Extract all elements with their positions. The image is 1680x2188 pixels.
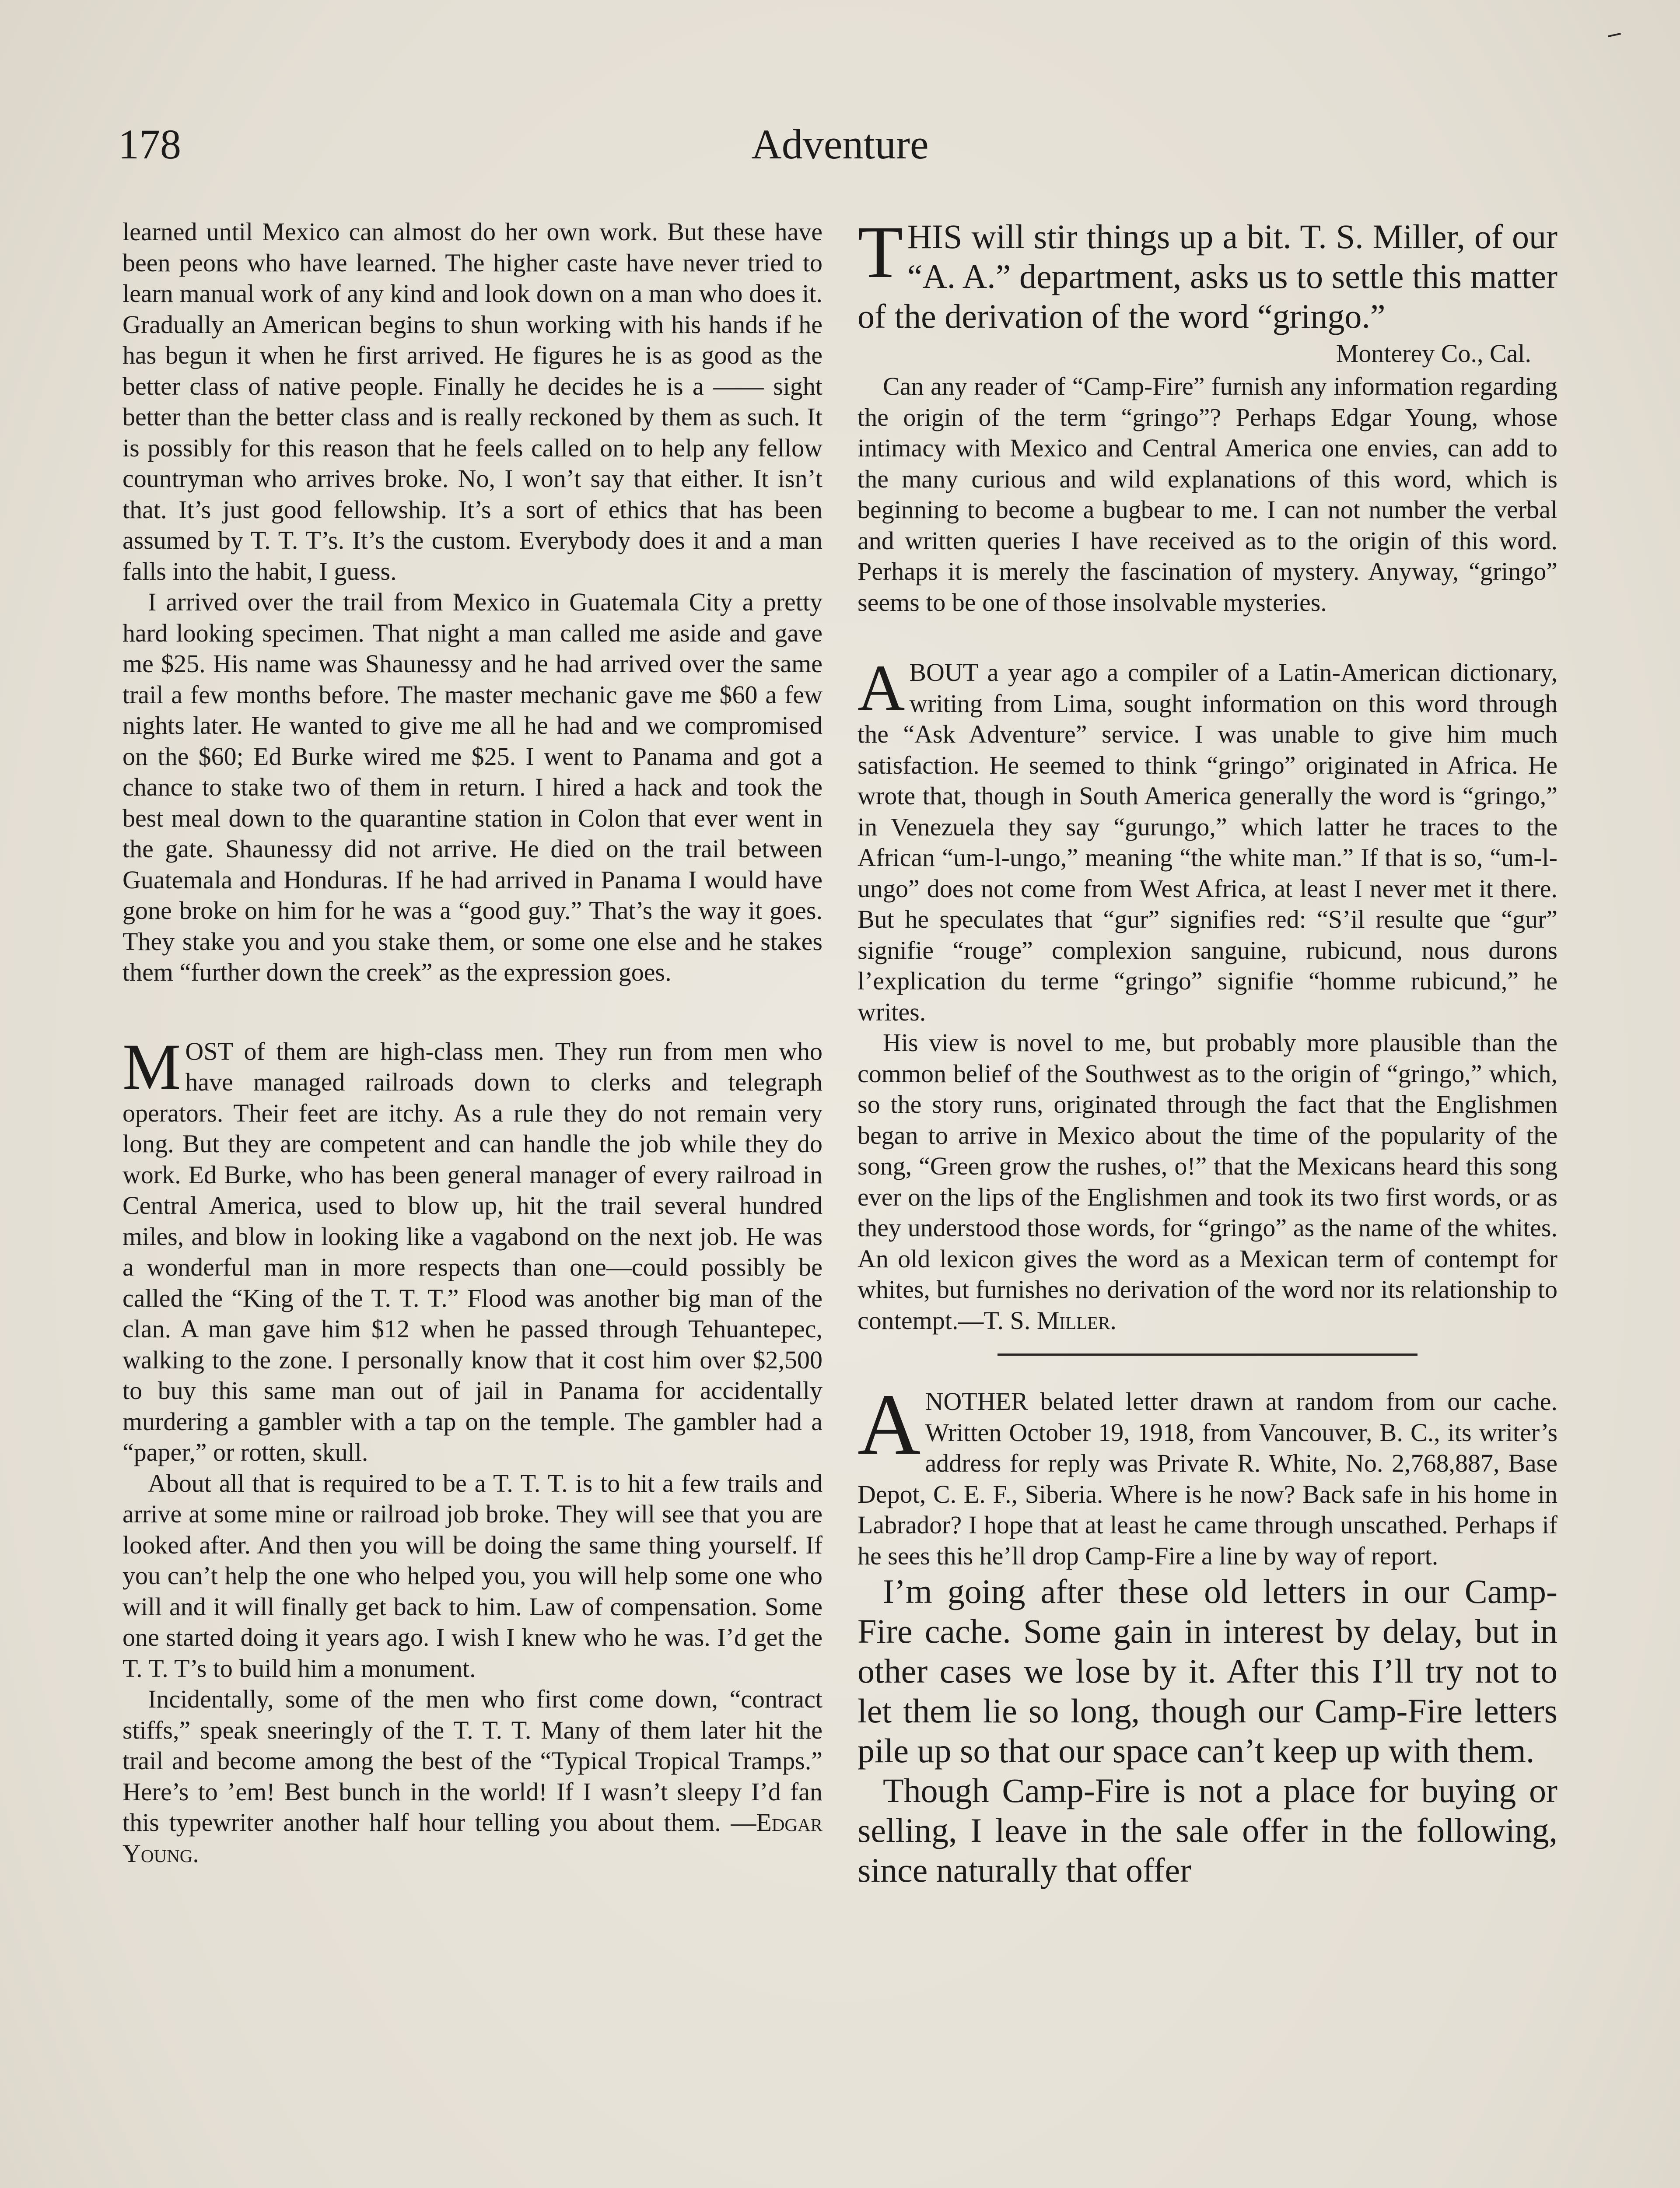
paragraph: I’m going after these old letters in our Camp-Fire cache. Some gain in interest by delay, but in other cases we lose by it. After this I’ll try not to let them lie so long, though our Camp-Fire letters pile up so that our space can’t keep up with them. — [858, 1572, 1558, 1770]
drop-cap: M — [122, 1030, 181, 1103]
drop-cap: A — [858, 652, 905, 724]
paragraph-text: NOTHER belated letter drawn at random from our cache. Written October 19, 1918, from Vancouver, B. C., its writer’s address for reply was Private R. White, No. 2,768,887, Base Depot, C. E. F., Siberia. Where is he now? Back safe in his home in Labrador? I hope that at least he came through unscathed. Perhaps if he sees this he’ll drop Camp-Fire a line by way of report. — [858, 1387, 1558, 1570]
section-divider — [998, 1353, 1418, 1356]
paragraph — [858, 1027, 1558, 1336]
large-type-section — [858, 1376, 1558, 1890]
paragraph: About all that is required to be a T. T. T. is to hit a few trails and arrive at some mine or railroad job broke. They will see that you are looked after. And then you will be doing the same thing yourself. If you can’t help the one who helped you, you will help some one who will and it will finally get back to him. Law of compensation. Some one started doing it years ago. I wish I knew who he was. I’d get the T. T. T’s to build him a monument. — [122, 1469, 822, 1683]
signature: —T. S. Miller. — [958, 1306, 1116, 1335]
paragraph: Can any reader of “Camp-Fire” furnish any information regarding the origin of the term “gringo”? Perhaps Edgar Young, whose intimacy with Mexico and Central America one envies, can add to the many curious and wild explanations of this word, which is beginning to become a bugbear to me. I can not number the verbal and written queries I have received as to the origin of this word. Perhaps it is merely the fascination of mystery. Anyway, “gringo” seems to be one of those insolvable mysteries. — [858, 372, 1558, 617]
dropcap-paragraph — [858, 652, 1558, 1027]
paragraph: I arrived over the trail from Mexico in Guatemala City a pretty hard looking specimen. That night a man called me aside and gave me $25. His name was Shaunessy and he had arrived over the same trail a few months before. The master mechanic gave me $60 a few nights later. He wanted to give me all he had and we compromised on the $60; Ed Burke wired me $25. I went to Panama and got a chance to stake two of them in return. I hired a hack and took the best meal down to the quarantine station in Colon that ever went in the gate. Shaunessy did not arrive. He died on the trail between Guatemala and Honduras. If he had arrived in Panama I would have gone broke on him for he was a “good guy.” That’s the way it goes. They stake you and you stake them, or some one else and he stakes them “further down the creek” as the expression goes. — [122, 588, 822, 986]
dropcap-paragraph — [858, 1376, 1558, 1571]
paragraph-text: His view is novel to me, but probably more plausible than the common belief of the Southwest as to the origin of “gringo,” which, so the story runs, originated through the fact that the Englishmen began to arrive in Mexico about the time of the popularity of the song, “Green grow the rushes, o!” that the Mexicans heard this song ever on the lips of the Englishmen and took its two first words, or as they understood those words, for “gringo” as the name of the whites. An old lexicon gives the word as a Mexican term of contempt for whites, but furnishes no derivation of the word nor its relationship to contempt. — [858, 1028, 1558, 1335]
paragraph-text: Incidentally, some of the men who first come down, “contract stiffs,” speak sneeringly of the T. T. T. Many of them later hit the trail and become among the best of the “Typical Tropical Tramps.” Here’s to ’em! Best bunch in the world! If I wasn’t sleepy I’d fan this typewriter another half hour telling you about them. — [122, 1685, 822, 1837]
running-title: Adventure — [751, 121, 929, 168]
location-line: Monterey Co., Cal. — [1336, 339, 1531, 368]
right-column — [858, 211, 1558, 1890]
signature: —Edgar Young. — [122, 1808, 822, 1868]
paragraph-text: OST of them are high-class men. They run from men who have managed railroads down to clerks and telegraph operators. Their feet are itchy. As a rule they do not remain very long. But they are competent and can handle the job while they do work. Ed Burke, who has been general manager of every railroad in Central America, used to blow up, hit the trail several hundred miles, and blow in looking like a vagabond on the next job. He was a wonderful man in more respects than one—could possibly be called the “King of the T. T. T.” Flood was another big man of the clan. A man gave him $12 when he passed through Tehuantepec, walking to the zone. I personally know that it cost him over $2,500 to buy this same man out of jail in Panama for accidentally murdering a gambler with a tap on the temple. The gambler had a “paper,” or rotten, skull. — [122, 1037, 822, 1466]
drop-cap: A — [858, 1376, 921, 1473]
paragraph: Though Camp-Fire is not a place for buying or selling, I leave in the sale offer in the following, since naturally that offer — [858, 1771, 1558, 1889]
drop-cap: T — [858, 211, 903, 293]
paragraph-text: BOUT a year ago a compiler of a Latin-American dictionary, writing from Lima, sought information on this word through the “Ask Adventure” service. I was unable to give him much satisfaction. He seemed to think “gringo” originated in Africa. He wrote that, though in South America generally the word is “gringo,” in Venezuela they say “gurungo,” which latter he traces to the African “um-l-ungo,” meaning “the white man.” If that is so, “um-l-ungo” does not come from West Africa, at least I never met it there. But he speculates that “gur” signifies red: “S’il resulte que “gur” signifie “rouge” complexion sanguine, rubicund, nous durons l’explication du terme “gringo” signifie “homme rubicund,” he writes. — [858, 658, 1558, 1026]
page-header — [118, 118, 1562, 179]
dropcap-paragraph — [122, 1030, 822, 1468]
left-column — [122, 217, 822, 1869]
page-number: 178 — [118, 121, 181, 168]
paragraph: learned until Mexico can almost do her own work. But these have been peons who have learned. The higher caste have never tried to learn manual work of any kind and look down on a man who does it. Gradually an American begins to shun working with his hands if he has begun it when he first arrived. He figures he is as good as the better class of native people. Finally he decides he is a —— sight better than the better class and is really reckoned by them as such. It is possibly for this reason that he feels called on to help any fellow countryman who arrives broke. No, I won’t say that either. It isn’t that. It’s just good fellowship. It’s a sort of ethics that has been assumed by T. T. T’s. It’s the custom. Everybody does it and a man falls into the habit, I guess. — [122, 217, 822, 586]
corner-mark — [1608, 33, 1621, 37]
intro-paragraph — [858, 211, 1558, 336]
paragraph-text: HIS will stir things up a bit. T. S. Miller, of our “A. A.” department, asks us to settle this matter of the derivation of the word “gringo.” — [858, 217, 1558, 335]
paragraph — [122, 1684, 822, 1869]
